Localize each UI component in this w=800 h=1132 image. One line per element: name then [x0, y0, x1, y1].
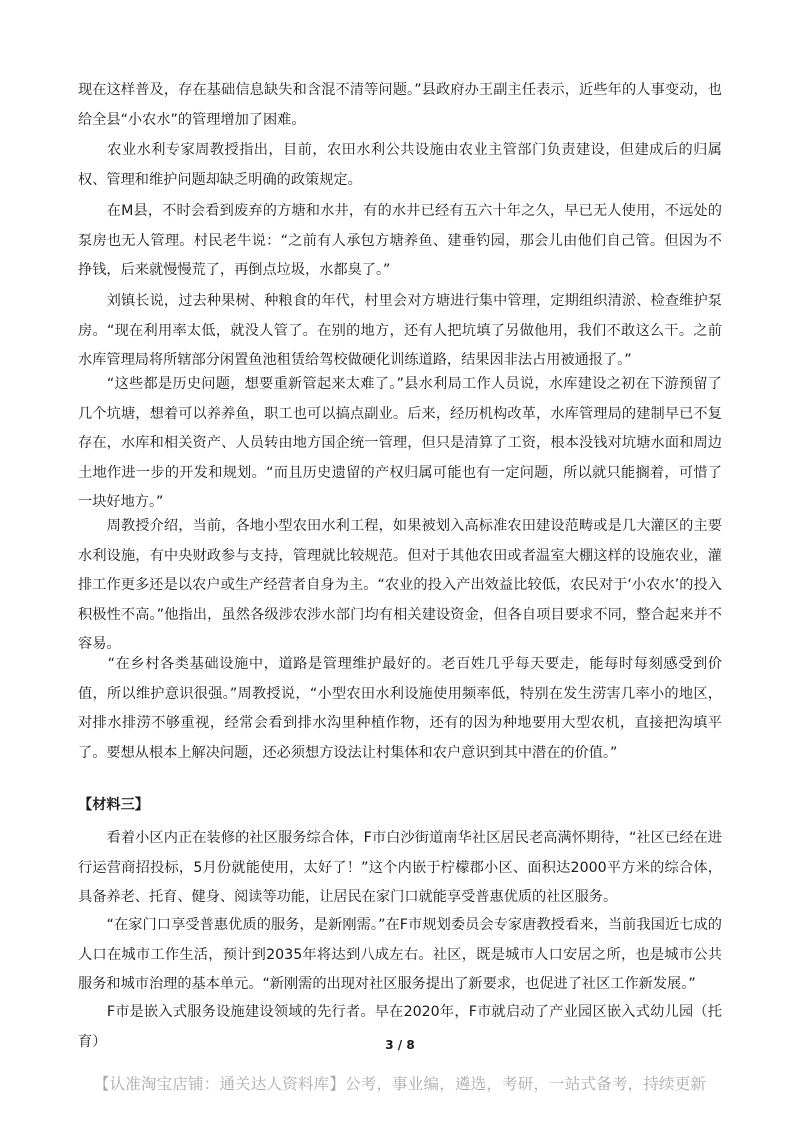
paragraph-2: 农业水利专家周教授指出，目前，农田水利公共设施由农业主管部门负责建设，但建成后的归属权、管理和维护问题却缺乏明确的政策规定。 — [78, 142, 722, 188]
paragraph-9: “在家门口享受普惠优质的服务，是新刚需。”在F市规划委员会专家唐教授看来，当前我国近七成的人口在城市工作生活，预计到2035年将达到八成左右。社区，既是城市人口安居之所，也是城市公共服务和城市治理的基本单元。“新刚需的出现对社区服务提出了新要求，也促进了社区工作新发展。” — [78, 917, 722, 992]
paragraph-5: “这些都是历史问题，想要重新管起来太难了。”县水利局工作人员说，水库建设之初在下游预留了几个坑塘，想着可以养养鱼，职工也可以搞点副业。后来，经历机构改革，水库管理局的建制早已不复存在，水库和相关资产、人员转由地方国企统一管理，但只是清算了工资，根本没钱对坑塘水面和周边土地作进一步的开发和规划。“而且历史遗留的产权归属可能也有一定问题，所以就只能搁着，可惜了一块好地方。” — [78, 376, 722, 510]
paragraph-7: “在乡村各类基础设施中，道路是管理维护最好的。老百姓几乎每天要走，能每时每刻感受到价值，所以维护意识很强。”周教授说，“小型农田水利设施使用频率低，特别在发生涝害几率小的地区，对排水排涝不够重视，经常会看到排水沟里种植作物，还有的因为种地要用大型农机，直接把沟填平了。要想从根本上解决问题，还必须想方设法让村集体和农户意识到其中潜在的价值。” — [78, 656, 722, 761]
section-heading: 【材料三】 — [78, 797, 149, 813]
footer-watermark: 【认准淘宝店铺：通关达人资料库】公考，事业编，遴选，考研，一站式备考，持续更新 — [93, 1075, 707, 1093]
paragraph-3: 在M县，不时会看到废弃的方塘和水井，有的水井已经有五六十年之久，早已无人使用，不远处的泵房也无人管理。村民老牛说：“之前有人承包方塘养鱼、建垂钓园，那会儿由他们自己管。但因为不挣钱，后来就慢慢荒了，再倒点垃圾，水都臭了。” — [78, 203, 722, 278]
paragraph-10: F市是嵌入式服务设施建设领域的先行者。早在2020年，F市就启动了产业园区嵌入式幼儿园（托育） — [78, 1004, 722, 1050]
paragraph-1: 现在这样普及，存在基础信息缺失和含混不清等问题。”县政府办王副主任表示，近些年的人事变动，也给全县“小农水”的管理增加了困难。 — [78, 82, 722, 128]
paragraph-4: 刘镇长说，过去种果树、种粮食的年代，村里会对方塘进行集中管理，定期组织清淤、检查维护泵房。“现在利用率太低，就没人管了。在别的地方，还有人把坑填了另做他用，我们不敢这么干。之前水库管理局将所辖部分闲置鱼池租赁给驾校做硬化训练道路，结果因非法占用被通报了。” — [78, 293, 722, 368]
page-number: 3 / 8 — [385, 1038, 415, 1052]
paragraph-8: 看着小区内正在装修的社区服务综合体，F市白沙街道南华社区居民老高满怀期待，“社区已经在进行运营商招投标，5月份就能使用，太好了！”这个内嵌于柠檬郡小区、面积达2000平方米的综合体，具备养老、托育、健身、阅读等功能，让居民在家门口就能享受普惠优质的社区服务。 — [78, 830, 722, 905]
paragraph-6: 周教授介绍，当前，各地小型农田水利工程，如果被划入高标准农田建设范畴或是几大灌区的主要水利设施，有中央财政参与支持，管理就比较规范。但对于其他农田或者温室大棚这样的设施农业，灌排工作更多还是以农户或生产经营者自身为主。“农业的投入产出效益比较低，农民对于‘小农水’的投入积极性不高。”他指出，虽然各级涉农涉水部门均有相关建设资金，但各自项目要求不同，整合起来并不容易。 — [78, 518, 722, 652]
